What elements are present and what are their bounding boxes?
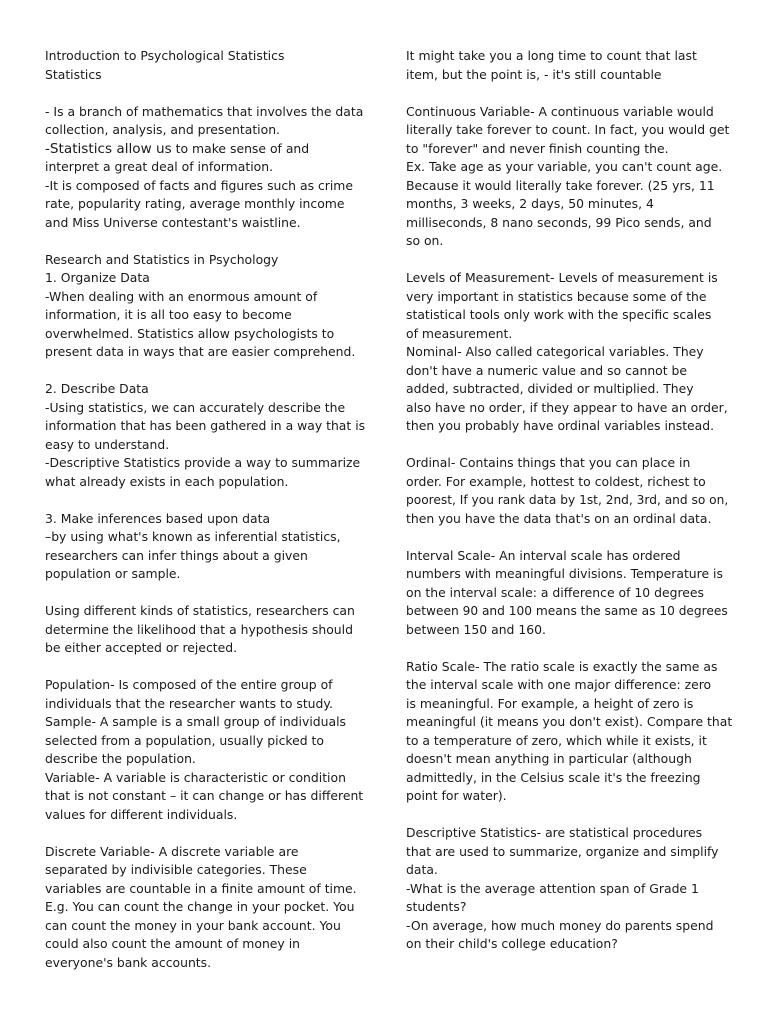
text-line: individuals that the researcher wants to study.	[45, 695, 333, 711]
text-line: Statistics	[45, 66, 102, 82]
text-line: separated by indivisible categories. These	[45, 862, 307, 877]
text-line: data.	[406, 862, 438, 877]
paragraph	[45, 103, 371, 233]
text-line: collection, analysis, and presentation.	[45, 122, 280, 137]
text-line: to a temperature of zero, which while it exists, it	[406, 732, 707, 748]
text-line: Descriptive Statistics- are statistical procedures	[406, 825, 703, 840]
text-line: –by using what's known as inferential statistics,	[45, 529, 341, 544]
text-line: Levels of Measurement- Levels of measurement is	[406, 270, 718, 285]
text-line: Research and Statistics in Psychology	[45, 251, 279, 267]
text-line: then you probably have ordinal variables instead.	[406, 418, 715, 433]
paragraph	[406, 824, 732, 954]
text-line: also have no order, if they appear to have an order,	[406, 399, 728, 415]
text-line: interpret a great deal of information.	[45, 159, 274, 174]
text-line: numbers with meaningful divisions. Temperature is	[406, 566, 723, 581]
paragraph	[45, 510, 371, 584]
text-line: -On average, how much money do parents spend	[406, 917, 714, 933]
text-line: that are used to summarize, organize and simplify	[406, 843, 719, 859]
text-line: months, 3 weeks, 2 days, 50 minutes, 4	[406, 196, 654, 211]
text-line: could also count the amount of money in	[45, 936, 300, 951]
text-line: between 90 and 100 means the same as 10 degrees	[406, 604, 728, 618]
text-line: meaningful (it means you don't exist). Compare that	[406, 714, 733, 729]
text-line: poorest, If you rank data by 1st, 2nd, 3rd, and so on,	[406, 493, 729, 507]
text-line: order. For example, hottest to coldest, richest to	[406, 473, 706, 489]
text-line: easy to understand.	[45, 436, 170, 452]
text-line: 2. Describe Data	[45, 381, 149, 396]
text-line: -Using statistics, we can accurately describe the	[45, 399, 346, 415]
text-line: be either accepted or rejected.	[45, 640, 238, 655]
text-line: E.g. You can count the change in your pocket. You	[45, 899, 355, 914]
text-line: admittedly, in the Celsius scale it's the freezing	[406, 769, 701, 785]
text-line: -When dealing with an enormous amount of	[45, 288, 318, 304]
text-line: population or sample.	[45, 566, 181, 581]
text-line: rate, popularity rating, average monthly income	[45, 196, 345, 211]
text-line: values for different individuals.	[45, 806, 238, 822]
text-line: - Is a branch of mathematics that involves the data	[45, 103, 364, 119]
paragraph	[406, 454, 732, 528]
text-line: on the interval scale: a difference of 10 degrees	[406, 584, 704, 600]
text-line: information, it is all too easy to become	[45, 307, 292, 322]
text-line: -Descriptive Statistics provide a way to summarize	[45, 455, 361, 470]
text-line: what already exists in each population.	[45, 473, 289, 489]
text-line: Population- Is composed of the entire group of	[45, 677, 333, 692]
text-line: that is not constant – it can change or has different	[45, 788, 364, 803]
text-line: to "forever" and never finish counting the.	[406, 140, 669, 156]
emphasized-text: -Statistics allow us	[45, 140, 172, 157]
text-line: -It is composed of facts and figures such as crime	[45, 177, 354, 193]
text-line: Continuous Variable- A continuous variable would	[406, 103, 714, 119]
text-line: present data in ways that are easier comprehend.	[45, 344, 356, 359]
text-line: 1. Organize Data	[45, 270, 150, 285]
text-line: milliseconds, 8 nano seconds, 99 Pico sends, and	[406, 214, 712, 230]
text-line: variables are countable in a finite amount of time.	[45, 880, 357, 896]
text-line: -Statistics allow us to make sense of and	[45, 140, 310, 157]
text-line: everyone's bank accounts.	[45, 954, 212, 970]
text-line: information that has been gathered in a way that is	[45, 418, 366, 433]
text-line: Using different kinds of statistics, researchers can	[45, 603, 355, 618]
text-line: Interval Scale- An interval scale has ordered	[406, 547, 681, 563]
text-line: so on.	[406, 233, 444, 248]
text-line: determine the likelihood that a hypothesis should	[45, 621, 353, 637]
paragraph	[45, 676, 371, 824]
text-line: don't have a numeric value and so cannot be	[406, 362, 688, 378]
text-line: selected from a population, usually picked to	[45, 732, 324, 748]
text-line: It might take you a long time to count that last	[406, 48, 697, 63]
paragraph	[45, 251, 371, 362]
paragraph	[45, 602, 371, 658]
text-line: can count the money in your bank account. You	[45, 917, 341, 933]
text-line: Sample- A sample is a small group of individuals	[45, 714, 346, 729]
text-line: is meaningful. For example, a height of zero is	[406, 695, 694, 711]
text-line: Ordinal- Contains things that you can place in	[406, 455, 691, 470]
text-line: describe the population.	[45, 751, 196, 766]
text-line: statistical tools only work with the specific scales	[406, 307, 712, 322]
text-line: Because it would literally take forever. (25 yrs, 11	[406, 177, 715, 193]
text-line: between 150 and 160.	[406, 621, 546, 637]
paragraph	[406, 47, 732, 84]
paragraph	[406, 547, 732, 640]
text-line: on their child's college education?	[406, 936, 618, 951]
paragraph	[406, 658, 732, 806]
text-line: Introduction to Psychological Statistics	[45, 48, 285, 63]
text-line: Variable- A variable is characteristic or condition	[45, 769, 346, 785]
paragraph	[45, 380, 371, 491]
left-column	[45, 47, 371, 972]
text-line: literally take forever to count. In fact, you would get	[406, 122, 730, 137]
text-line: Ratio Scale- The ratio scale is exactly the same as	[406, 658, 718, 674]
text-line: the interval scale with one major difference: zero	[406, 677, 712, 692]
text-line: doesn't mean anything in particular (although	[406, 751, 692, 766]
paragraph	[45, 47, 371, 84]
text-line: very important in statistics because some of the	[406, 288, 707, 304]
text-line: 3. Make inferences based upon data	[45, 510, 271, 526]
text-line: added, subtracted, divided or multiplied. They	[406, 381, 694, 396]
paragraph	[406, 269, 732, 436]
text-line: and Miss Universe contestant's waistline.	[45, 214, 301, 230]
text-line: then you have the data that's on an ordinal data.	[406, 510, 712, 526]
text-line: Nominal- Also called categorical variables. They	[406, 344, 704, 359]
text-line: point for water).	[406, 788, 507, 803]
right-column	[406, 47, 732, 954]
paragraph	[406, 103, 732, 251]
text-line: of measurement.	[406, 325, 513, 341]
text-line: item, but the point is, - it's still countable	[406, 66, 662, 82]
text-line: Ex. Take age as your variable, you can't count age.	[406, 159, 723, 174]
text-line: -What is the average attention span of Grade 1	[406, 880, 699, 896]
paragraph	[45, 843, 371, 973]
text-line: students?	[406, 899, 467, 914]
text-line: overwhelmed. Statistics allow psychologists to	[45, 325, 335, 341]
text-line: researchers can infer things about a given	[45, 547, 308, 563]
text-line: Discrete Variable- A discrete variable are	[45, 843, 299, 859]
